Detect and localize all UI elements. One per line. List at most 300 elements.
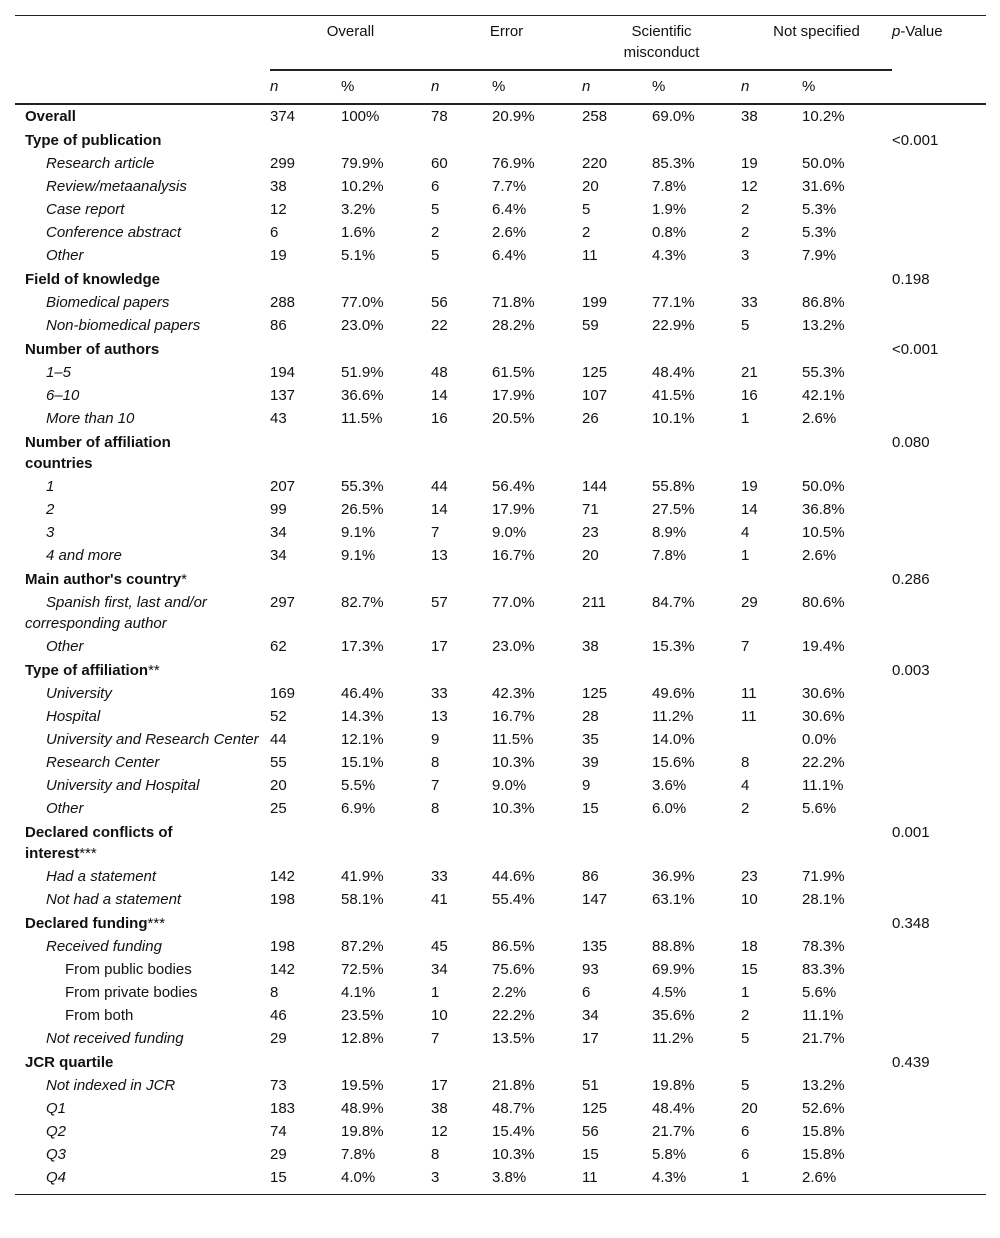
cell-n: 29 [270,1145,287,1163]
cell-percent: 51.9% [341,363,384,381]
cell-percent: 7.8% [652,546,687,564]
table-row [15,498,986,521]
cell-percent [492,658,582,682]
cell-percent: 20.5% [492,409,535,427]
cell-percent: 15.1% [341,753,384,771]
cell-n [270,430,341,475]
cell-p-value: 0.080 [892,433,930,451]
cell-n: 5 [741,1029,750,1047]
cell-percent: 85.3% [652,154,695,172]
cell-percent: 2.2% [492,983,527,1001]
cell-n [431,658,492,682]
cell-percent: 12.8% [341,1029,384,1047]
cell-n: 56 [582,1122,599,1140]
cell-percent: 9.0% [492,776,527,794]
table-container [15,15,986,1195]
cell-n [270,128,341,152]
cell-p-value [892,705,986,728]
row-label: Declared conflicts of interest*** [25,823,173,862]
cell-n: 15 [582,799,599,817]
cell-n: 17 [431,1076,448,1094]
cell-percent: 23.0% [341,316,384,334]
cell-percent: 83.3% [802,960,845,978]
cell-n: 38 [741,107,758,125]
cell-n: 45 [431,937,448,955]
cell-n [582,658,652,682]
cell-n: 2 [741,799,750,817]
cell-percent: 21.7% [652,1122,695,1140]
cell-percent [341,267,431,291]
cell-percent: 35.6% [652,1006,695,1024]
cell-n [431,911,492,935]
cell-percent: 42.1% [802,386,845,404]
cell-n: 23 [582,523,599,541]
cell-n: 44 [270,730,287,748]
table-row [15,475,986,498]
cell-n: 38 [582,637,599,655]
cell-percent: 16.7% [492,546,535,564]
cell-percent [341,1050,431,1074]
section-row [15,911,986,935]
cell-percent: 55.4% [492,890,535,908]
cell-p-value [892,521,986,544]
cell-p-value [892,865,986,888]
cell-p-value [892,198,986,221]
cell-n: 19 [741,154,758,172]
table-row [15,314,986,337]
row-label: 1–5 [46,363,72,381]
cell-n: 11 [582,246,598,264]
cell-percent: 14.0% [652,730,695,748]
table-row [15,104,986,128]
cell-n [431,430,492,475]
section-row [15,820,986,865]
cell-n: 1 [741,409,750,427]
cell-n: 11 [741,684,757,702]
cell-n: 169 [270,684,296,702]
cell-n: 2 [741,200,750,218]
cell-n: 78 [431,107,448,125]
cell-n: 5 [741,1076,750,1094]
cell-n [582,911,652,935]
cell-percent: 4.1% [341,983,376,1001]
cell-p-value [892,728,986,751]
cell-percent [492,267,582,291]
subheader-n: n [741,70,802,104]
row-label: Had a statement [46,867,157,885]
cell-n: 14 [741,500,758,518]
cell-percent: 10.3% [492,1145,535,1163]
cell-n: 28 [582,707,599,725]
cell-percent: 69.0% [652,107,695,125]
cell-n: 60 [431,154,448,172]
row-label: Q3 [46,1145,67,1163]
cell-n [582,430,652,475]
cell-n: 7 [741,637,750,655]
cell-percent: 9.1% [341,546,376,564]
cell-percent: 15.8% [802,1122,845,1140]
header-not-specified: Not specified [741,16,892,70]
row-label: Field of knowledge [25,270,161,288]
footnote-marker: * [181,570,187,588]
table-row [15,1143,986,1166]
cell-n: 220 [582,154,608,172]
table-row [15,1027,986,1050]
cell-n: 9 [582,776,591,794]
cell-percent [802,1050,892,1074]
cell-p-value: 0.348 [892,914,930,932]
cell-n: 125 [582,363,608,381]
row-label: 2 [46,500,55,518]
cell-n: 6 [270,223,279,241]
row-label: Other [46,637,84,655]
cell-percent: 15.4% [492,1122,535,1140]
row-label: More than 10 [46,409,135,427]
row-label: Research article [46,154,155,172]
cell-p-value [892,958,986,981]
cell-percent: 19.4% [802,637,845,655]
row-label: Type of affiliation** [25,661,160,679]
cell-n: 137 [270,386,296,404]
cell-p-value [892,935,986,958]
cell-percent [802,567,892,591]
cell-percent: 75.6% [492,960,535,978]
cell-percent: 30.6% [802,684,845,702]
row-label: Research Center [46,753,160,771]
cell-n: 2 [431,223,440,241]
cell-percent: 2.6% [492,223,527,241]
cell-n: 299 [270,154,296,172]
results-table [15,15,986,1195]
cell-n: 34 [431,960,448,978]
cell-n: 5 [741,316,750,334]
cell-p-value [892,1004,986,1027]
row-label: 3 [46,523,55,541]
cell-percent: 2.6% [802,1166,892,1195]
cell-n: 25 [270,799,287,817]
cell-percent: 56.4% [492,477,535,495]
section-row [15,658,986,682]
cell-percent: 48.7% [492,1099,535,1117]
cell-p-value [892,1166,986,1195]
table-row [15,888,986,911]
table-row [15,935,986,958]
cell-n: 2 [741,1006,750,1024]
cell-percent [492,337,582,361]
cell-n: 198 [270,890,296,908]
cell-percent: 10.3% [492,799,535,817]
cell-n: 14 [431,386,448,404]
cell-n: 86 [270,316,287,334]
cell-percent: 13.2% [802,316,845,334]
cell-n [741,658,802,682]
table-row [15,175,986,198]
cell-p-value [892,361,986,384]
cell-n: 48 [431,363,448,381]
cell-percent: 22.9% [652,316,695,334]
cell-percent: 8.9% [652,523,687,541]
cell-n [270,267,341,291]
cell-n: 297 [270,593,296,611]
cell-percent: 10.3% [492,753,535,771]
cell-n [741,430,802,475]
cell-percent [802,820,892,865]
row-label: Q2 [46,1122,67,1140]
cell-percent: 36.8% [802,500,845,518]
cell-percent: 19.5% [341,1076,384,1094]
cell-percent: 50.0% [802,477,845,495]
cell-n [431,128,492,152]
cell-percent: 11.5% [492,730,534,748]
cell-n: 57 [431,593,448,611]
row-label: University and Research Center [46,730,259,748]
cell-n [582,267,652,291]
cell-n: 258 [582,107,608,125]
cell-percent: 86.5% [492,937,535,955]
cell-n: 21 [741,363,758,381]
cell-percent: 7.8% [341,1145,376,1163]
row-label: Not received funding [46,1029,184,1047]
cell-percent [652,1050,741,1074]
cell-percent: 87.2% [341,937,384,955]
table-row [15,361,986,384]
cell-p-value [892,244,986,267]
cell-p-value [892,1143,986,1166]
cell-n: 1 [741,983,750,1001]
cell-percent: 80.6% [802,593,845,611]
cell-n: 12 [741,177,758,195]
subheader-n: n [270,70,341,104]
table-row [15,958,986,981]
cell-n: 17 [582,1029,599,1047]
row-label: From both [65,1006,134,1024]
cell-percent: 55.3% [802,363,845,381]
cell-n: 41 [431,890,448,908]
cell-percent: 21.7% [802,1029,845,1047]
table-row [15,1166,986,1195]
table-row [15,407,986,430]
cell-percent: 21.8% [492,1076,535,1094]
row-label: 6–10 [46,386,80,404]
cell-p-value [892,175,986,198]
cell-percent: 5.8% [652,1145,687,1163]
cell-n [270,1050,341,1074]
table-row [15,244,986,267]
table-row [15,521,986,544]
row-label: 4 and more [46,546,122,564]
cell-percent [341,911,431,935]
cell-p-value [892,152,986,175]
cell-percent [341,337,431,361]
row-label: From private bodies [65,983,198,1001]
cell-percent: 42.3% [492,684,535,702]
cell-percent: 86.8% [802,293,845,311]
table-row [15,544,986,567]
cell-n: 6 [431,177,440,195]
cell-n: 34 [582,1006,599,1024]
cell-percent: 15.6% [652,753,695,771]
cell-n: 8 [431,1145,440,1163]
cell-p-value [892,888,986,911]
cell-p-value [892,751,986,774]
cell-n: 19 [741,477,758,495]
cell-n: 16 [741,386,758,404]
cell-n: 7 [431,523,440,541]
cell-percent [492,430,582,475]
cell-n [431,567,492,591]
cell-n [741,728,802,751]
subheader-n: n [582,70,652,104]
header-empty [15,16,270,70]
cell-n [741,820,802,865]
cell-percent: 5.6% [802,799,837,817]
cell-percent [802,337,892,361]
cell-percent [802,267,892,291]
cell-percent [652,267,741,291]
cell-percent: 2.6% [802,409,837,427]
cell-percent: 11.1% [802,1006,844,1024]
cell-n: 8 [431,799,440,817]
section-row [15,128,986,152]
cell-n: 38 [270,177,287,195]
section-row [15,567,986,591]
cell-percent: 6.4% [492,246,527,264]
cell-n: 26 [582,409,599,427]
cell-n: 3 [431,1166,492,1195]
cell-n: 1 [741,1166,802,1195]
cell-p-value: <0.001 [892,340,939,358]
cell-percent: 4.5% [652,983,687,1001]
cell-n: 39 [582,753,599,771]
table-row [15,865,986,888]
cell-percent: 100% [341,107,380,125]
table-row [15,152,986,175]
row-label: JCR quartile [25,1053,114,1071]
row-label: Declared funding*** [25,914,166,932]
cell-n: 5 [431,246,440,264]
cell-p-value: <0.001 [892,131,939,149]
cell-percent: 52.6% [802,1099,845,1117]
cell-percent: 3.6% [652,776,687,794]
row-label: Conference abstract [46,223,182,241]
cell-percent: 10.1% [652,409,695,427]
cell-percent: 77.0% [492,593,535,611]
cell-n: 16 [431,409,448,427]
cell-percent: 5.5% [341,776,376,794]
cell-n: 46 [270,1006,287,1024]
row-label: University [46,684,112,702]
cell-percent: 71.8% [492,293,535,311]
cell-n: 11 [582,1166,652,1195]
cell-percent [652,911,741,935]
cell-n: 288 [270,293,296,311]
cell-percent: 17.9% [492,386,535,404]
row-label: Type of publication [25,131,162,149]
cell-percent: 6.4% [492,200,527,218]
cell-n: 15 [741,960,758,978]
row-label: Not indexed in JCR [46,1076,176,1094]
cell-n: 3 [741,246,750,264]
cell-n [741,567,802,591]
cell-n: 44 [431,477,448,495]
table-row [15,1120,986,1143]
cell-n [431,337,492,361]
cell-percent [652,337,741,361]
cell-percent: 41.5% [652,386,695,404]
row-label: Review/metaanalysis [46,177,187,195]
cell-n [741,337,802,361]
footnote-marker: *** [79,844,97,862]
cell-percent: 19.8% [652,1076,695,1094]
cell-percent: 22.2% [492,1006,535,1024]
cell-percent: 4.0% [341,1166,431,1195]
cell-p-value [892,544,986,567]
cell-n: 5 [431,200,440,218]
cell-p-value [892,1120,986,1143]
cell-percent: 82.7% [341,593,384,611]
cell-n: 2 [741,223,750,241]
cell-percent: 7.9% [802,246,837,264]
cell-n [270,337,341,361]
cell-percent: 44.6% [492,867,535,885]
cell-p-value: 0.286 [892,570,930,588]
cell-n: 38 [431,1099,448,1117]
cell-n: 13 [431,707,448,725]
row-label: Not had a statement [46,890,182,908]
cell-percent: 48.9% [341,1099,384,1117]
cell-percent: 28.1% [802,890,845,908]
section-row [15,1050,986,1074]
cell-percent: 11.5% [341,409,383,427]
subheader-percent: % [802,70,892,104]
cell-percent: 13.5% [492,1029,535,1047]
subheader-empty [15,70,270,104]
cell-n: 194 [270,363,296,381]
cell-p-value [892,314,986,337]
row-label: Spanish first, last and/or corresponding author [25,593,207,632]
cell-p-value [892,498,986,521]
cell-n: 55 [270,753,287,771]
table-row [15,384,986,407]
cell-n: 22 [431,316,448,334]
cell-n: 12 [270,200,287,218]
cell-n: 34 [270,546,287,564]
cell-n: 8 [270,983,279,1001]
cell-p-value [892,981,986,1004]
cell-n: 5 [582,200,591,218]
cell-percent: 36.6% [341,386,384,404]
cell-n: 99 [270,500,287,518]
cell-percent: 11.1% [802,776,844,794]
cell-n: 62 [270,637,287,655]
cell-percent [492,820,582,865]
cell-percent: 22.2% [802,753,845,771]
cell-percent: 23.0% [492,637,535,655]
table-row [15,705,986,728]
cell-n: 211 [582,593,606,611]
cell-percent: 0.8% [652,223,687,241]
cell-p-value [892,221,986,244]
row-label: Other [46,799,84,817]
cell-percent: 15.8% [802,1145,845,1163]
cell-percent: 14.3% [341,707,384,725]
table-body [15,104,986,1195]
cell-p-value [892,591,986,635]
cell-n [270,567,341,591]
cell-percent: 13.2% [802,1076,845,1094]
cell-percent [802,658,892,682]
cell-n: 7 [431,776,440,794]
